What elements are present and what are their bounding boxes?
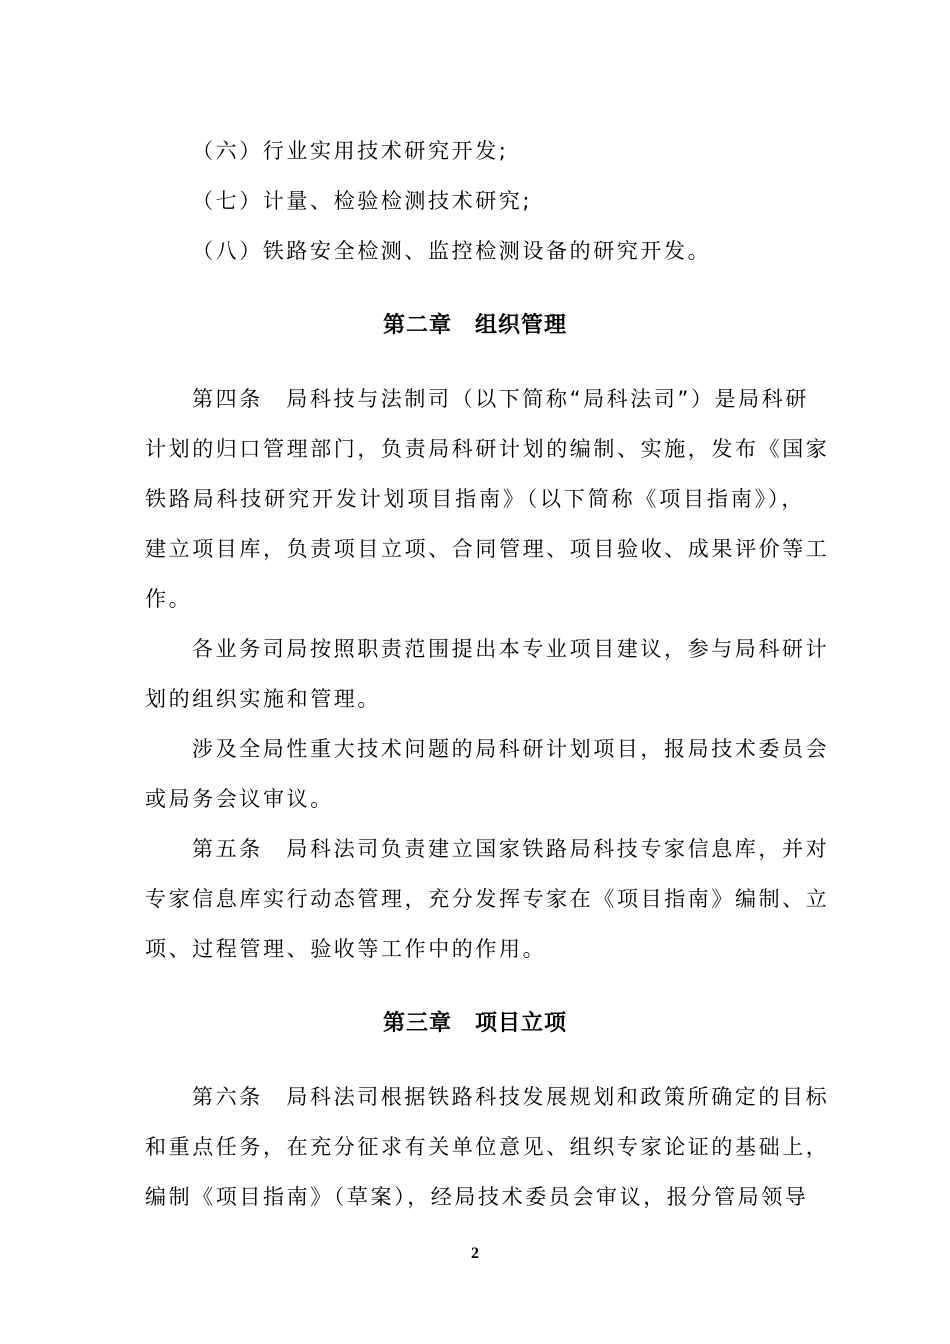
- list-item-7: （七）计量、检验检测技术研究;: [192, 189, 533, 213]
- paragraph-major-issues-line-1: 涉及全局性重大技术问题的局科研计划项目，报局技术委员会: [192, 737, 830, 761]
- article-6-line-2: 和重点任务，在充分征求有关单位意见、组织专家论证的基础上，: [145, 1135, 830, 1159]
- article-4-line-5: 作。: [145, 587, 193, 611]
- paragraph-departments-line-1: 各业务司局按照职责范围提出本专业项目建议，参与局科研计: [192, 637, 830, 661]
- article-4-line-4: 建立项目库，负责项目立项、合同管理、项目验收、成果评价等工: [145, 537, 830, 561]
- paragraph-departments-line-2: 划的组织实施和管理。: [145, 687, 381, 711]
- article-4-line-2: 计划的归口管理部门，负责局科研计划的编制、实施，发布《国家: [145, 437, 830, 461]
- list-item-6: （六）行业实用技术研究开发;: [192, 139, 509, 163]
- article-4-line-3: 铁路局科技研究开发计划项目指南》（以下简称《项目指南》），: [145, 487, 805, 511]
- chapter-3-heading: 第三章 项目立项: [382, 1011, 567, 1036]
- list-item-8: （八）铁路安全检测、监控检测设备的研究开发。: [192, 239, 712, 263]
- article-5-line-1: 第五条 局科法司负责建立国家铁路局科技专家信息库，并对: [192, 837, 830, 861]
- article-4-line-1: 第四条 局科技与法制司（以下简称“局科法司”）是局科研: [192, 387, 809, 411]
- article-6-line-1: 第六条 局科法司根据铁路科技发展规划和政策所确定的目标: [192, 1085, 830, 1109]
- paragraph-major-issues-line-2: 或局务会议审议。: [145, 787, 334, 811]
- article-5-line-3: 项、过程管理、验收等工作中的作用。: [145, 937, 547, 961]
- article-5-line-2: 专家信息库实行动态管理，充分发挥专家在《项目指南》编制、立: [145, 887, 830, 911]
- page-number: 2: [471, 1245, 479, 1262]
- article-6-line-3: 编制《项目指南》（草案），经局技术委员会审议，报分管局领导: [145, 1185, 809, 1209]
- chapter-2-heading: 第二章 组织管理: [382, 313, 567, 338]
